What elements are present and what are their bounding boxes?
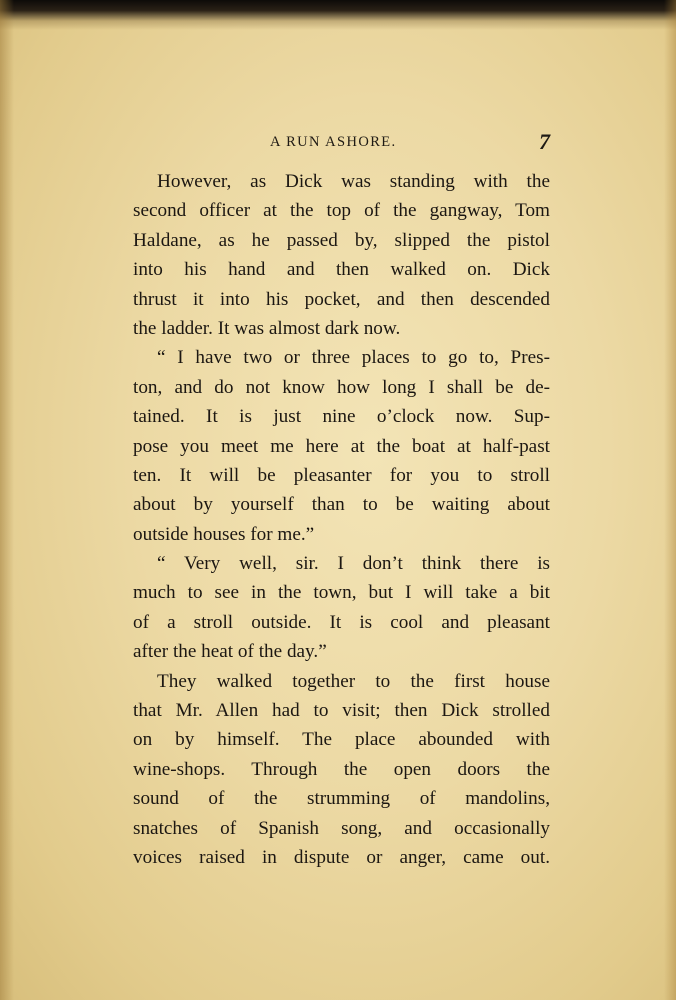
page-number: 7: [539, 129, 550, 154]
page-left-edge: [0, 0, 14, 1000]
text-line: about by yourself than to be waiting about: [133, 494, 550, 516]
text-line: “ Very well, sir. I don’t think there is: [157, 553, 550, 575]
text-line: wine-shops. Through the open doors the: [133, 758, 550, 780]
running-head-title: A RUN ASHORE.: [270, 134, 397, 150]
text-line: into his hand and then walked on. Dick: [133, 259, 550, 281]
page-right-edge: [664, 0, 676, 1000]
text-line: tained. It is just nine o’clock now. Sup-: [133, 406, 550, 428]
text-line: second officer at the top of the gangway, Tom: [133, 200, 550, 222]
text-line: voices raised in dispute or anger, came out.: [133, 846, 550, 868]
page-top-shadow: [0, 0, 676, 30]
text-line: that Mr. Allen had to visit; then Dick strolled: [133, 700, 550, 722]
text-line: They walked together to the first house: [157, 670, 550, 692]
text-line: after the heat of the day.”: [133, 641, 327, 663]
text-line: on by himself. The place abounded with: [133, 729, 550, 751]
text-line: the ladder. It was almost dark now.: [133, 317, 401, 339]
text-line: Haldane, as he passed by, slipped the pistol: [133, 229, 550, 251]
text-line: However, as Dick was standing with the: [157, 171, 550, 192]
text-line: pose you meet me here at the boat at half-past: [133, 435, 550, 457]
text-line: ton, and do not know how long I shall be de-: [133, 376, 550, 398]
body-text: [133, 167, 550, 872]
text-line: thrust it into his pocket, and then descended: [133, 288, 550, 310]
running-head: [130, 129, 550, 154]
text-line: ten. It will be pleasanter for you to stroll: [133, 464, 550, 486]
text-line: “ I have two or three places to go to, Pres-: [157, 347, 550, 369]
text-line: much to see in the town, but I will take a bit: [133, 582, 550, 604]
text-line: outside houses for me.”: [133, 523, 315, 545]
text-line: of a stroll outside. It is cool and pleasant: [133, 611, 550, 633]
text-line: snatches of Spanish song, and occasionally: [133, 817, 550, 839]
text-line: sound of the strumming of mandolins,: [133, 788, 550, 810]
